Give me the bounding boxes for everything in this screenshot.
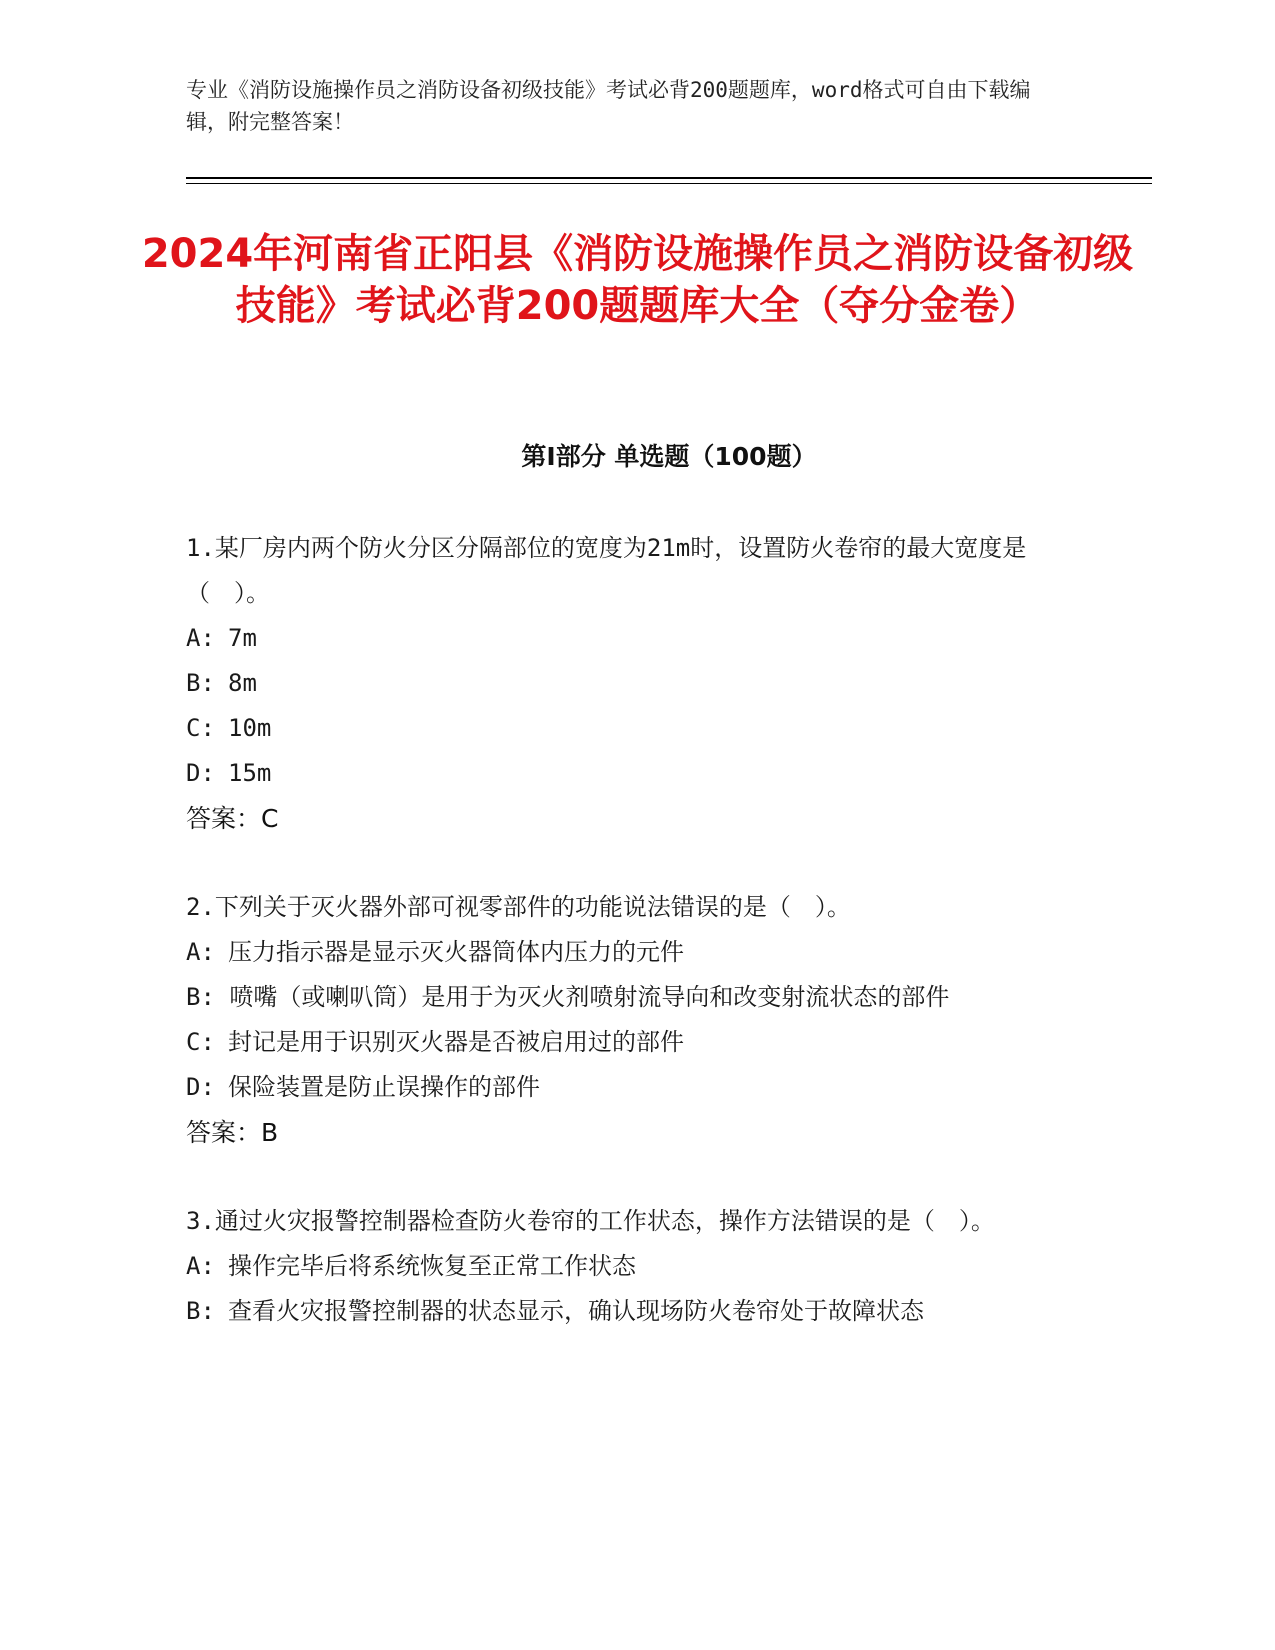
option-text: 10m [228, 714, 272, 742]
option-key: A: [186, 938, 215, 966]
option-c [186, 1020, 1076, 1065]
question-3 [186, 1199, 1076, 1334]
option-b [186, 1289, 1076, 1334]
question-stem: 3.通过火灾报警控制器检查防火卷帘的工作状态，操作方法错误的是（ ）。 [186, 1207, 995, 1235]
header-divider-thick [186, 177, 1152, 179]
option-b [186, 975, 1076, 1020]
question-1 [186, 526, 1076, 841]
option-text: 操作完毕后将系统恢复至正常工作状态 [228, 1252, 636, 1280]
option-text: 15m [228, 759, 272, 787]
option-key: A: [186, 624, 215, 652]
option-a [186, 1244, 1076, 1289]
option-key: D: [186, 1073, 215, 1101]
answer-line: 答案：B [186, 1118, 279, 1147]
option-a [186, 930, 1076, 975]
header-divider-thin [186, 183, 1152, 184]
option-text: 7m [228, 624, 257, 652]
question-list [186, 526, 1076, 1378]
option-key: B: [186, 669, 215, 697]
option-text: 喷嘴（或喇叭筒）是用于为灭火剂喷射流导向和改变射流状态的部件 [229, 983, 950, 1011]
header-note: 专业《消防设施操作员之消防设备初级技能》考试必背200题题库，word格式可自由下载编辑，附完整答案！ [186, 78, 1031, 134]
question-2 [186, 885, 1076, 1155]
option-key: D: [186, 759, 215, 787]
question-stem: 2.下列关于灭火器外部可视零部件的功能说法错误的是（ ）。 [186, 893, 851, 921]
answer-line: 答案：C [186, 804, 279, 833]
question-stem: 1.某厂房内两个防火分区分隔部位的宽度为21m时，设置防火卷帘的最大宽度是（ ）。 [186, 534, 1027, 607]
option-text: 8m [228, 669, 257, 697]
option-text: 查看火灾报警控制器的状态显示，确认现场防火卷帘处于故障状态 [228, 1297, 924, 1325]
option-key: A: [186, 1252, 215, 1280]
option-text: 保险装置是防止误操作的部件 [228, 1073, 540, 1101]
document-title: 2024年河南省正阳县《消防设施操作员之消防设备初级技能》考试必背200题题库大全（夺分金卷） [141, 231, 1134, 329]
option-d [186, 1065, 1076, 1110]
option-b [186, 661, 1076, 706]
section-title: 第I部分 单选题（100题） [521, 442, 817, 471]
option-key: B: [186, 983, 215, 1011]
option-key: C: [186, 714, 215, 742]
option-key: C: [186, 1028, 215, 1056]
option-text: 压力指示器是显示灭火器筒体内压力的元件 [228, 938, 684, 966]
option-text: 封记是用于识别灭火器是否被启用过的部件 [228, 1028, 684, 1056]
option-a [186, 616, 1076, 661]
option-d [186, 751, 1076, 796]
option-key: B: [186, 1297, 215, 1325]
option-c [186, 706, 1076, 751]
